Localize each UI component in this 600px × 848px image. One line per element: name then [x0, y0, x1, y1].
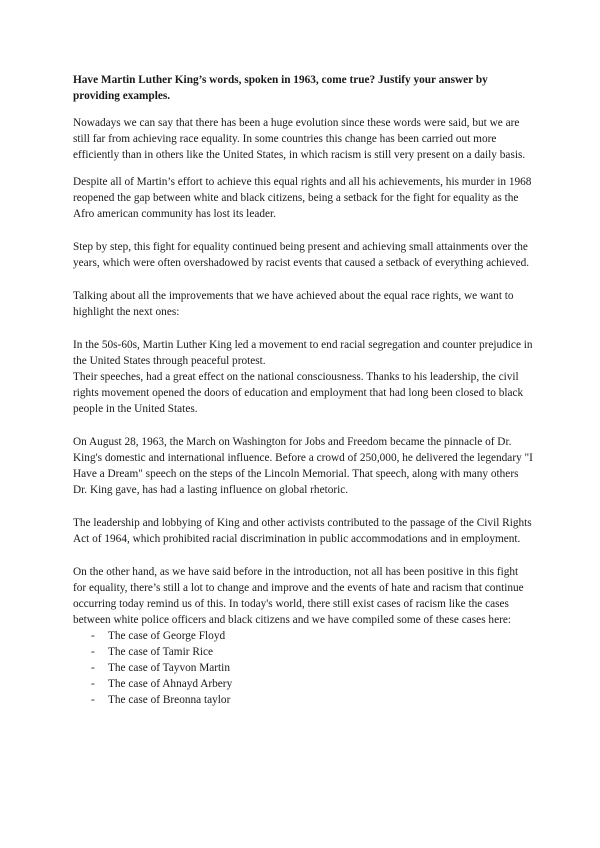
list-item [91, 676, 533, 692]
list-item [91, 660, 533, 676]
list-item [91, 644, 533, 660]
list-dash: - [91, 662, 95, 674]
paragraph-intro: Nowadays we can say that there has been a huge evolution since these words were said, but we are still far from achieving race equality. In some countries this change has been carried out more efficiently than in others like the United States, in which racism is still very present on a daily basis. [73, 117, 526, 161]
list-dash: - [91, 630, 95, 642]
paragraph-march-on-washington: On August 28, 1963, the March on Washington for Jobs and Freedom became the pinnacle of Dr. King's domestic and international influence. Before a crowd of 250,000, he delivered the legendary "I Have a Dream" speech on the steps of the Lincoln Memorial. That speech, along with many others Dr. King gave, has had a lasting influence on global rhetoric. [73, 436, 533, 496]
list-dash: - [91, 694, 95, 706]
list-item [91, 628, 533, 644]
paragraph-improvements: Talking about all the improvements that we have achieved about the equal race rights, we want to highlight the next ones: [73, 290, 514, 318]
paragraph-other-hand: On the other hand, as we have said before in the introduction, not all has been positive in this fight for equality, there’s still a lot to change and improve and the events of hate and racism that continue occurring today remind us of this. In today's world, there still exist cases of racism like the cases between white police officers and black citizens and we have compiled some of these cases here: [73, 566, 524, 626]
list-item [91, 692, 533, 708]
list-dash: - [91, 678, 95, 690]
list-item-text: The case of George Floyd [108, 630, 226, 642]
document-page [73, 72, 533, 708]
list-item-text: The case of Tamir Rice [108, 646, 214, 658]
list-item-text: The case of Tayvon Martin [108, 662, 230, 674]
paragraph-50s-60s: In the 50s-60s, Martin Luther King led a movement to end racial segregation and counter prejudice in the United States through peaceful protest. [73, 339, 533, 367]
paragraph-civil-rights-act: The leadership and lobbying of King and other activists contributed to the passage of the Civil Rights Act of 1964, which prohibited racial discrimination in public accommodations and in employment. [73, 517, 532, 545]
list-item-text: The case of Breonna taylor [108, 694, 231, 706]
paragraph-step-by-step: Step by step, this fight for equality continued being present and achieving small attainments over the years, which were often overshadowed by racist events that caused a setback of everything achieved. [73, 241, 530, 269]
document-title: Have Martin Luther King’s words, spoken in 1963, come true? Justify your answer by providing examples. [73, 74, 488, 102]
paragraph-speeches: Their speeches, had a great effect on the national consciousness. Thanks to his leadership, the civil rights movement opened the doors of education and employment that had long been closed to black people in the United States. [73, 371, 524, 415]
cases-list [73, 628, 533, 708]
paragraph-setback: Despite all of Martin’s effort to achieve this equal rights and all his achievements, his murder in 1968 reopened the gap between white and black citizens, being a setback for the fight for equality as the Afro american community has lost its leader. [73, 176, 532, 220]
list-item-text: The case of Ahnayd Arbery [108, 678, 233, 690]
list-dash: - [91, 646, 95, 658]
